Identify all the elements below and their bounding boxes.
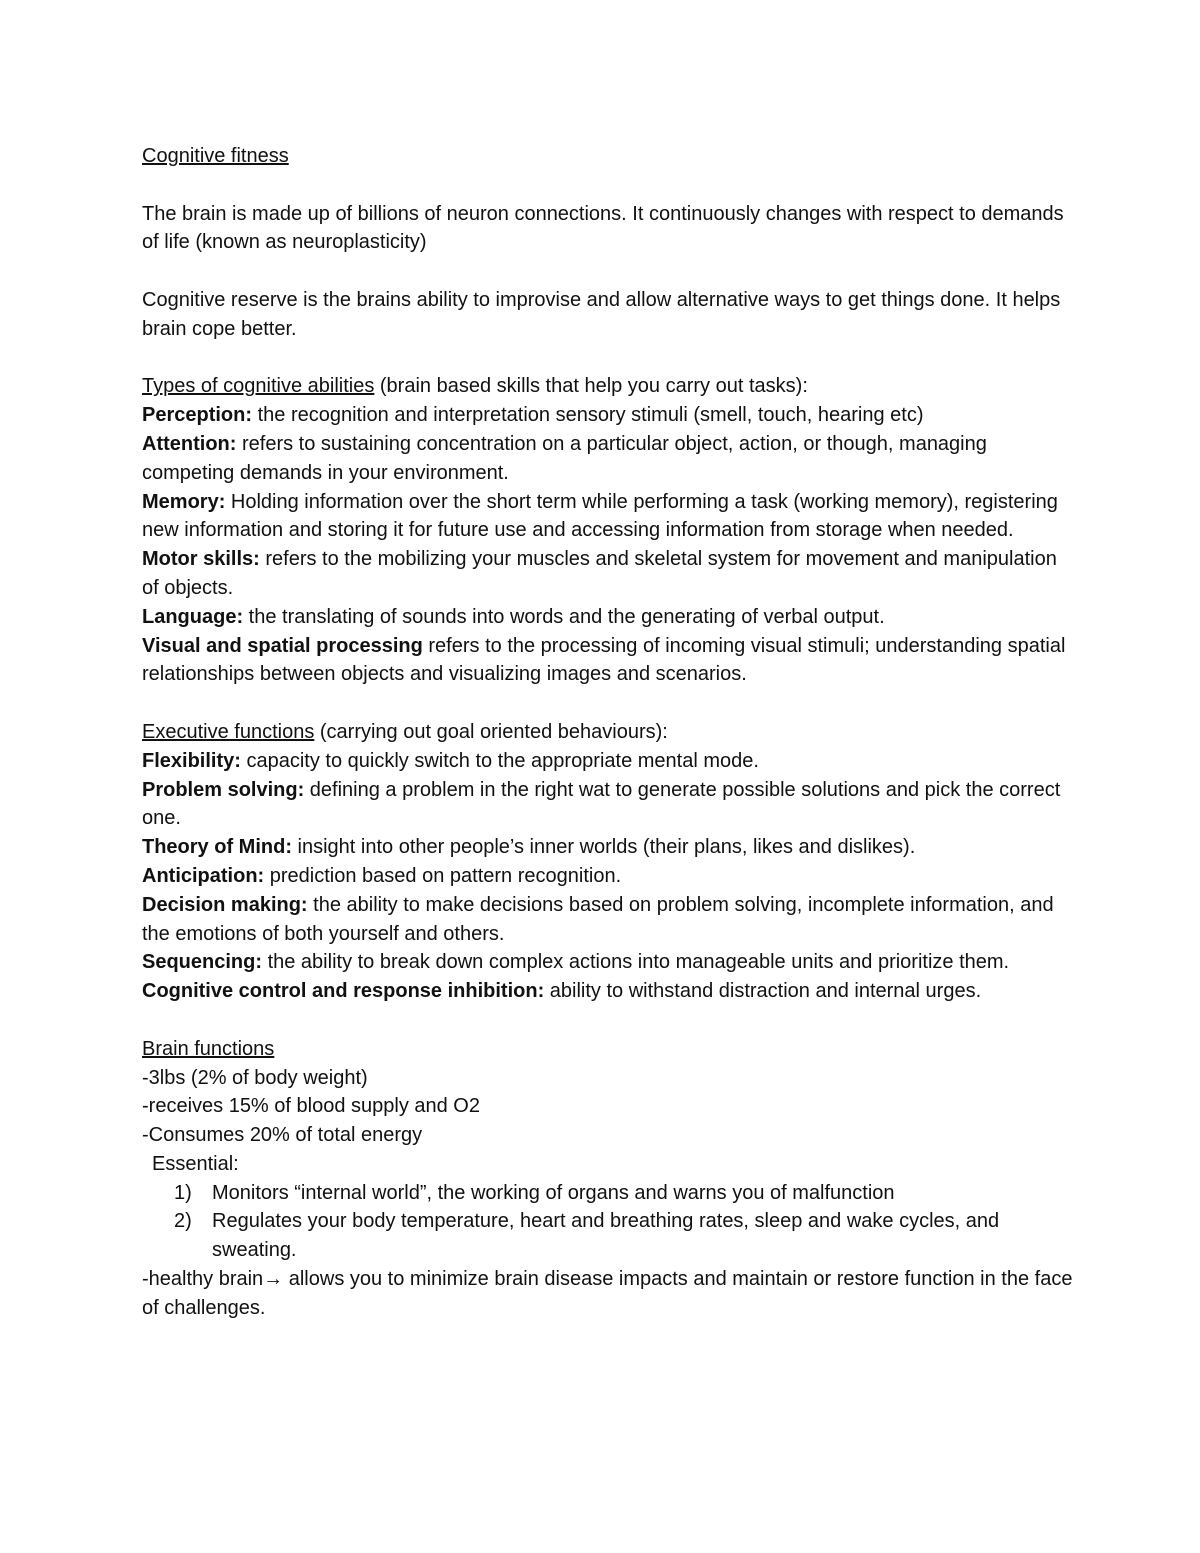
list-number: 1) (174, 1181, 192, 1204)
executive-item-flexibility (142, 747, 1077, 776)
ability-term: Attention: (142, 432, 237, 455)
list-text: Monitors “internal world”, the working of organs and warns you of malfunction (212, 1181, 895, 1204)
spacer (142, 171, 1077, 200)
document-body (142, 142, 1077, 1323)
executive-item-problem-solving (142, 776, 1077, 834)
abilities-heading-text: Types of cognitive abilities (142, 375, 375, 398)
executive-term: Anticipation: (142, 864, 265, 887)
spacer (142, 1006, 1077, 1035)
ability-term: Perception: (142, 404, 253, 427)
ability-term: Motor skills: (142, 548, 260, 571)
executive-text: prediction based on pattern recognition. (264, 864, 622, 887)
brain-line-weight: -3lbs (2% of body weight) (142, 1066, 368, 1089)
executive-term: Problem solving: (142, 778, 305, 801)
executive-item-cognitive-control (142, 977, 1077, 1006)
executive-term: Decision making: (142, 893, 308, 916)
ability-text: the translating of sounds into words and the generating of verbal output. (243, 605, 885, 628)
abilities-heading (142, 372, 1077, 401)
executive-text: insight into other people’s inner worlds (their plans, likes and dislikes). (291, 836, 916, 859)
executive-term: Flexibility: (142, 749, 241, 772)
intro-paragraph-2: Cognitive reserve is the brains ability to improvise and allow alternative ways to get things done. It helps brain cope better. (142, 288, 1061, 340)
spacer (142, 689, 1077, 718)
executive-term: Sequencing: (142, 951, 263, 974)
ability-term: Language: (142, 605, 244, 628)
ability-item-attention (142, 430, 1077, 488)
list-number: 2) (174, 1210, 192, 1233)
executive-text: ability to withstand distraction and internal urges. (544, 980, 982, 1003)
ability-text: Holding information over the short term while performing a task (working memory), registering new information and storing it for future use and accessing information from storage when needed. (142, 490, 1058, 542)
ability-text: the recognition and interpretation sensory stimuli (smell, touch, hearing etc) (252, 404, 924, 427)
ability-item-motor-skills (142, 545, 1077, 603)
ability-term: Memory: (142, 490, 226, 513)
ability-item-visual-spatial (142, 632, 1077, 690)
executive-text: the ability to break down complex actions into manageable units and prioritize them. (262, 951, 1010, 974)
executive-text: capacity to quickly switch to the appropriate mental mode. (240, 749, 759, 772)
numbered-item-1 (142, 1179, 1077, 1208)
abilities-heading-rest: (brain based skills that help you carry out tasks): (374, 375, 808, 398)
ability-text: refers to the processing of incoming visual stimuli; understanding spatial relationships between objects and visualizing images and scenarios. (142, 634, 1066, 686)
closing-line: -healthy brain→ allows you to minimize brain disease impacts and maintain or restore function in the face of challenges. (142, 1268, 1073, 1319)
executive-term: Cognitive control and response inhibition: (142, 980, 545, 1003)
page-title (142, 142, 1077, 171)
spacer (142, 344, 1077, 373)
executive-heading-rest: (carrying out goal oriented behaviours): (314, 720, 668, 743)
executive-item-theory-of-mind (142, 833, 1077, 862)
ability-item-perception (142, 401, 1077, 430)
page-title-text: Cognitive fitness (142, 145, 289, 167)
executive-term: Theory of Mind: (142, 836, 292, 859)
brain-heading (142, 1035, 1077, 1064)
essential-label: Essential: (152, 1152, 239, 1175)
ability-item-memory (142, 488, 1077, 546)
executive-item-anticipation (142, 862, 1077, 891)
list-text: Regulates your body temperature, heart and breathing rates, sleep and wake cycles, and sweating. (212, 1210, 1000, 1262)
ability-item-language (142, 603, 1077, 632)
brain-heading-text: Brain functions (142, 1037, 275, 1060)
spacer (142, 257, 1077, 286)
ability-text: refers to sustaining concentration on a particular object, action, or though, managing competing demands in your environment. (142, 432, 987, 484)
ability-text: refers to the mobilizing your muscles and skeletal system for movement and manipulation of objects. (142, 548, 1057, 599)
intro-paragraph-1: The brain is made up of billions of neuron connections. It continuously changes with respect to demands of life (known as neuroplasticity) (142, 202, 1064, 254)
numbered-item-2 (142, 1207, 1077, 1265)
brain-line-blood-supply: -receives 15% of blood supply and O2 (142, 1095, 480, 1118)
brain-line-energy: -Consumes 20% of total energy (142, 1124, 423, 1147)
ability-term: Visual and spatial processing (142, 634, 423, 657)
executive-item-decision-making (142, 891, 1077, 949)
executive-heading-text: Executive functions (142, 720, 315, 743)
executive-item-sequencing (142, 948, 1077, 977)
executive-text: defining a problem in the right wat to generate possible solutions and pick the correct one. (142, 778, 1061, 830)
executive-text: the ability to make decisions based on problem solving, incomplete information, and the emotions of both yourself and others. (142, 893, 1054, 945)
executive-heading (142, 718, 1077, 747)
